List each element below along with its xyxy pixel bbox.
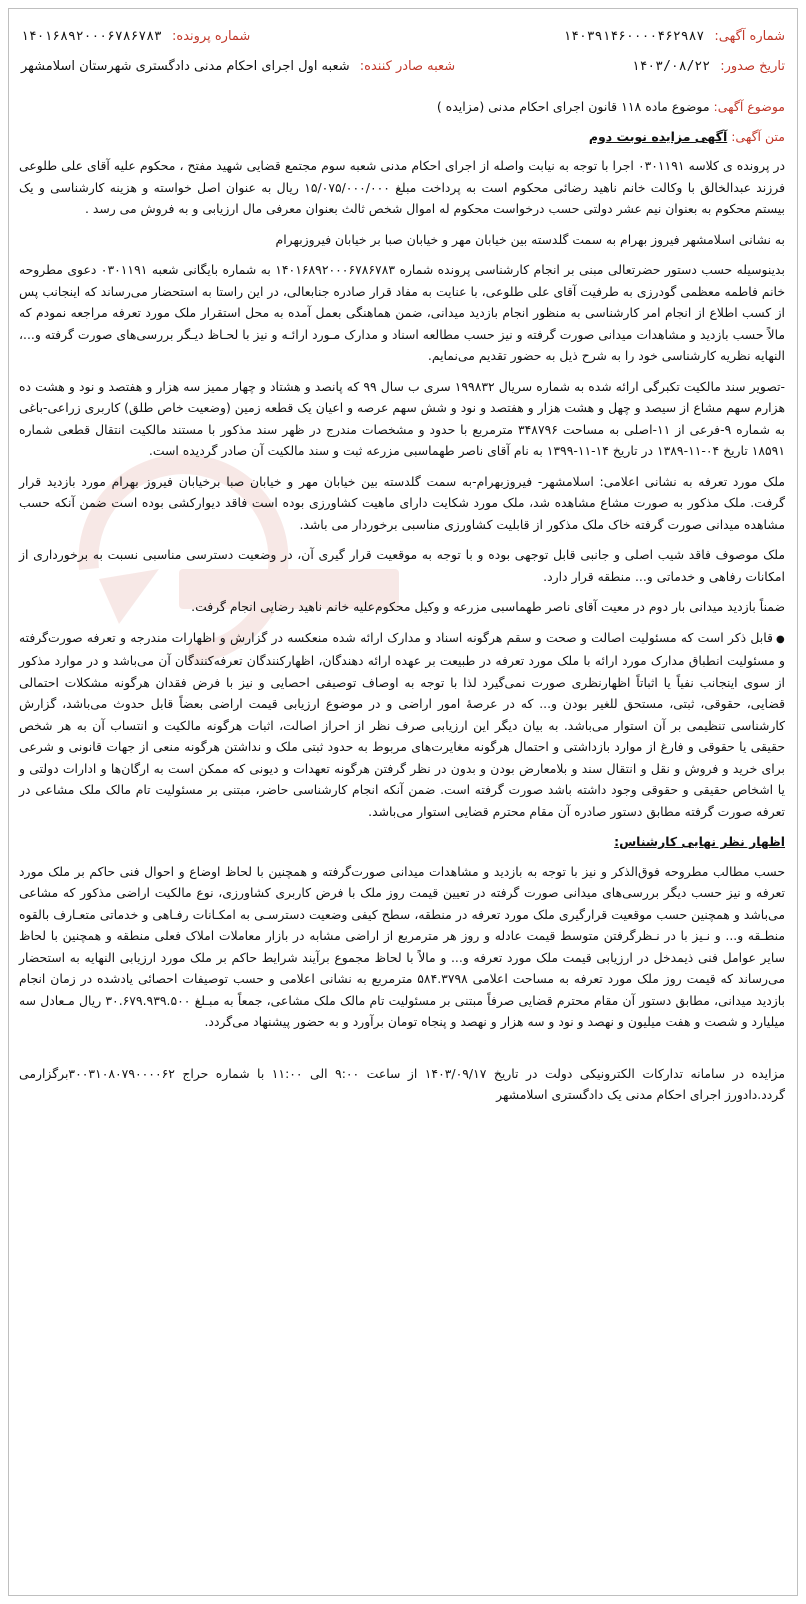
ad-number [563,29,785,44]
issue-date-label: تاریخ صدور: [720,59,785,74]
paragraph-deed: -تصویر سند مالکیت تکبرگی ارائه شده به شماره سریال ۱۹۹۸۳۲ سری ب سال ۹۹ که پانصد و هشتاد و چهار ممیز سه هزار و هفتصد و نود و هشت ده هزارم سهم مشاع از سیصد و چهل و هشت هزار و هفتصد و نود و شش سهم عرصه و اعیان یک قطعه زمین (وضعیت خاص طلق) کاربری زراعی-باغی به شماره ۹-فرعی از ۱۱-اصلی به مساحت ۳۴۸۷۹۶ مترمربع با حدود و مشخصات مندرج در ظهر سند مذکور با مستند مالکیت انتقال قطعی شماره ۱۸۵۹۱ تاریخ ۰۴-۱۱-۱۳۸۹ در تاریخ ۱۴-۱۱-۱۳۹۹ به نام آقای ناصر طهماسبی مزرعه ثبت و سند مالکیت آن صادر گردیده است. [19,378,785,458]
topic-label: موضوع آگهی: [713,99,785,114]
paragraph-property: ملک مورد تعرفه به نشانی اعلامی: اسلامشهر- فیروزبهرام-به سمت گلدسته بین خیابان مهر و خیابان صبا برخیابان فیروز بهرام مورد بازدید قرار گرفت. ملک مذکور به صورت مشاع مشاهده شد، ملک مورد شکایت دارای ماهیت کشاورزی بوده است فاقد دیوارکشی بوده است ضمن آنکه حسب مشاهده میدانی صورت گرفته خاک ملک مذکور از قابلیت کشاورزی مناسبی برخوردار می باشد. [19,473,785,532]
notice-text-title [9,129,797,155]
issue-date-value: ۱۴۰۳/۰۸/۲۲ [631,59,711,74]
notice-page [8,8,798,1596]
auction-title: آگهی مزایده نوبت دوم [588,129,728,144]
paragraph-slope: ملک موصوف فاقد شیب اصلی و جانبی قابل توجهی بوده و با توجه به موقعیت قرار گیری آن، در وضعیت دسترسی مناسبی نسبت به برخورداری از امکانات رفاهی و خدماتی و... منطقه قرار دارد. [19,547,785,584]
paragraph-expert-intro: بدینوسیله حسب دستور حضرتعالی مبنی بر انجام کارشناسی پرونده شماره ۱۴۰۱۶۸۹۲۰۰۰۶۷۸۶۷۸۳ به شماره بایگانی شعبه ۰۳۰۱۱۹۱ دعوی مطروحه خانم فاطمه معظمی گودرزی به طرفیت آقای علی طلوعی، با عنایت به مفاد قرار صادره جنابعالی، در این راستا به استحضار می‌رساند که اینجانب پس از کسب اطلاع از انجام امر کارشناسی به منظور انجام بازدید میدانی، ضمن هماهنگی بعمل آمده به محل استقرار ملک مورد تعرفه مراجعه نمودم که مالاً حسب بازدید و مشاهدات میدانی صورت گرفته و نیز حسب مطالعه اسناد و مدارک مـورد ارائـه و نیز با لحـاظ دیـگر بررسی‌های صورت گرفته و...، النهایه نظریه کارشناسی خود را به شرح ذیل به حضور تقدیم می‌نمایم. [19,262,786,363]
final-opinion-title: اظهار نظر نهایی کارشناس: [614,834,785,849]
header-row-2 [21,59,785,89]
topic-value: موضوع ماده ۱۱۸ قانون اجرای احکام مدنی (مزایده ) [436,99,710,114]
ad-number-label: شماره آگهی: [714,29,785,44]
case-number-label: شماره پرونده: [172,29,251,44]
case-number-value: ۱۴۰۱۶۸۹۲۰۰۰۶۷۸۶۷۸۳ [21,29,162,44]
paragraph-disclaimer: ● قابل ذکر است که مسئولیت اصالت و صحت و سقم هرگونه اسناد و مدارک ارائه شده منعکسه در گزارش و اظهارات مندرجه و تعرفه صورت‌گرفته و مسئولیت انطباق مدارک مورد ارائه با ملک مورد تعرفه در طبیعت بر عهده ارائه دهندگان، اظهارکنندگان تعرفه‌کنندگان آن می‌باشد و در موارد مذکور از سوی اینجانب نفیاً یا اثباتاً اظهارنظری صورت نمی‌گیرد لذا با توجه به اوصاف توصیفی احصایی و نیز با فرض فقدان هرگونه مشکلات احتمالی قضایی، حقوقی، ثبتی، مستحق للغیر بودن و... که در عرصهٔ امور اراضی و در موضوع ارزیابی قیمت اراضی بعضاً قابل حدوث می‌باشد، گزارش کارشناسی تنظیمی بر آن استوار می‌باشد. به بیان دیگر این ارزیابی صرف نظر از احراز اصالت، اثبات هرگونه مالکیت و انتساب آن به هر شخص حقیقی یا حقوقی و فارغ از موارد بازداشتی و احتمال هرگونه مغایرت‌های مربوط به حدود ثبتی ملک و نداشتن هرگونه منعی از جهات قانونی و شرعی برای خرید و فروش و نقل و انتقال سند و بلامعارض بودن و بدون در نظر گرفتن هرگونه تعهدات و دیونی که ممکن است به ارگان‌ها و ادارات دولتی و یا اشخاص حقیقی و حقوقی وجود داشته باشد صورت گرفته است. ضمن آنکه انجام کارشناسی حاضر، مبتنی بر مسئولیت تام مالک ملک مشاعی در تعرفه صورت گرفته مطابق دستور صادره آن مقام محترم قضایی استوار می‌باشد. [19,627,785,823]
notice-topic [9,89,797,129]
issue-date [632,59,785,74]
branch-label: شعبه صادر کننده: [359,59,456,74]
paragraph-case: در پرونده ی کلاسه ۰۳۰۱۱۹۱ اجرا با توجه به نیابت واصله از اجرای احکام مدنی شعبه سوم مجتمع قضایی شهید مفتح ، محکوم علیه آقای علی طلوعی فرزند عبدالخالق با وکالت خانم ناهید رضائی محکوم است به پرداخت مبلغ ۱۵/۰۷۵/۰۰۰/۰۰۰ ریال به عنوان اصل خواسته و هزینه کارشناسی و یک بیستم محکوم به بعنوان نیم عشر دولتی حسب درخواست محکوم له اموال شخص ثالث بعنوان معرفی مال ارزیابی و به فروش می رسد . [19,158,785,216]
ad-number-value: ۱۴۰۳۹۱۴۶۰۰۰۰۴۶۲۹۸۷ [563,29,705,44]
paragraph-second-visit: ضمناً بازدید میدانی بار دوم در معیت آقای ناصر طهماسبی مزرعه و وکیل محکوم‌علیه خانم ناهید رضایی انجام گرفت. [191,599,785,614]
text-title-label: متن آگهی: [731,129,785,144]
closing-text: مزایده در سامانه تدارکات الکترونیکی دولت در تاریخ ۱۴۰۳/۰۹/۱۷ از ساعت ۹:۰۰ الی ۱۱:۰۰ با شماره حراج ۳۰۰۳۱۰۸۰۷۹۰۰۰۰۶۲برگزارمی گردد.دادورز اجرای احکام مدنی یک دادگستری اسلامشهر [19,1065,785,1102]
final-opinion-text: حسب مطالب مطروحه فوق‌الذکر و نیز با توجه به بازدید و مشاهدات میدانی صورت‌گرفته و همچنین با لحاظ اوضاع و احوال فنی حاکم بر ملک مورد تعرفه و نیز حسب دیگر بررسی‌های میدانی صورت گرفته در تعیین قیمت روز ملک با فرض کاربری کشاورزی، نوع مالکیت اراضی مذکور که مشاعی می‌باشد و همچنین حسب موقعیت قرارگیری ملک مورد تعرفه در منطقه، سطح کیفی وضعیت دسترسـی به امکـانات رفـاهی و خدماتی متعـارف بالقوه منطـقه و... و نـیز با در نـظرگرفتن متوسط قیمت عادله و روز هر مترمربع از اراضی مشابه در بازار معاملات املاک فعلی منطقه و همچنین با لحاظ سایر عوامل فنی ذیمدخل در ارزیابی قیمت ملک مورد تعرفه و... و مالاً با لحاظ مجموع برآیند شرایط حاکم بر ملک مورد ارزیابی النهایه به استحضار می‌رساند که قیمت روز ملک مورد تعرفه به مساحت اعلامی ۵۸۴.۳۷۹۸ مترمربع به نشانی اعلامی و حسب توصیفات احصائی یادشده در زمان انجام بازدید میدانی، مطابق دستور آن مقام محترم قضایی صرفاً مبتنی بر مسئولیت تام مالک ملک مشاعی، جمعاً به مبـلغ ۳۰.۶۷۹.۹۳۹.۵۰۰ ریال مـعادل سه میلیارد و شصت و هفت میلیون و نهصد و نود و سه هزار و نهصد و پنجاه تومان برآورد و به حضور پیشنهاد می‌گردد. [19,863,786,1029]
issuing-branch [21,59,455,74]
case-number [21,29,250,44]
paragraph-address: به نشانی اسلامشهر فیروز بهرام به سمت گلدسته بین خیابان مهر و خیابان صبا بر خیابان فیروزبهرام [275,231,785,247]
notice-body [9,155,797,1106]
branch-value: شعبه اول اجرای احکام مدنی دادگستری شهرستان اسلامشهر [21,59,350,74]
notice-header [9,9,797,89]
header-row-1 [21,29,785,59]
